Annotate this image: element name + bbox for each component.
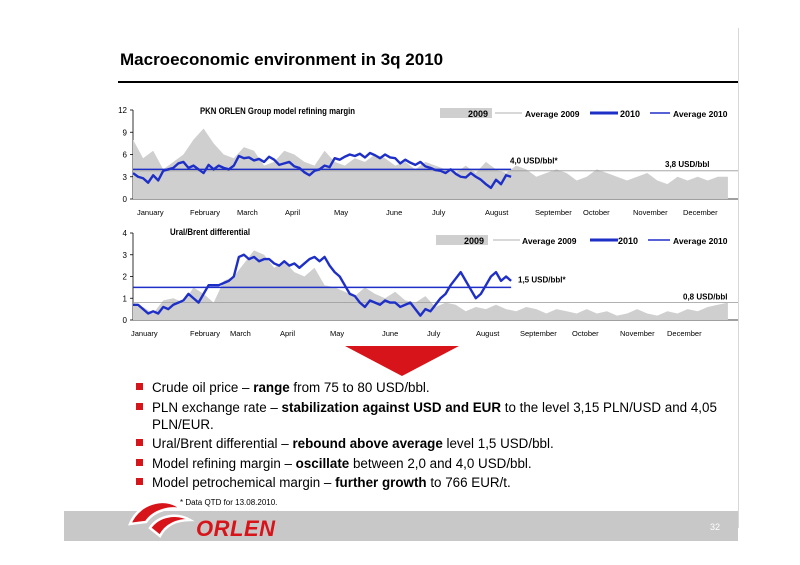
legend-label: Average 2009 <box>525 109 580 119</box>
y-tick-label: 12 <box>118 106 127 115</box>
area-2009 <box>133 129 728 199</box>
legend-label: Average 2010 <box>673 109 728 119</box>
y-tick-label: 3 <box>122 172 127 182</box>
chart-title: Ural/Brent differential <box>170 227 250 237</box>
bullet-text: Model refining margin – <box>152 455 296 471</box>
bullet-square-icon <box>136 478 143 485</box>
x-tick-label: November <box>633 208 668 217</box>
bullet-square-icon <box>136 459 143 466</box>
x-tick-label: April <box>280 329 296 338</box>
bullet-item <box>138 435 738 452</box>
x-tick-label: March <box>237 208 258 217</box>
bullet-text: between 2,0 and 4,0 USD/bbl. <box>349 455 532 471</box>
x-tick-label: May <box>330 329 345 338</box>
legend-label: Average 2009 <box>522 236 577 246</box>
bullet-item <box>138 379 738 396</box>
legend-label: 2009 <box>464 236 485 246</box>
x-tick-label: March <box>230 329 251 338</box>
page-title: Macroeconomic environment in 3q 2010 <box>120 50 444 69</box>
page-number: 32 <box>710 522 721 532</box>
title-underline <box>118 81 738 83</box>
y-tick-label: 0 <box>122 195 127 204</box>
bullet-item <box>138 455 738 472</box>
footnote: * Data QTD for 13.08.2010. <box>180 498 278 507</box>
bullet-square-icon <box>136 439 143 446</box>
y-tick-label: 9 <box>122 128 127 138</box>
annotation-average-2009: 0,8 USD/bbl <box>683 292 728 302</box>
legend-label: 2010 <box>620 109 641 119</box>
x-tick-label: June <box>382 329 399 338</box>
x-tick-label: January <box>131 329 158 338</box>
bullet-emphasis: stabilization against USD and EUR <box>281 399 502 415</box>
chart-title: PKN ORLEN Group model refining margin <box>200 106 355 116</box>
bullet-emphasis: rebound above average <box>292 436 443 451</box>
y-tick-label: 6 <box>122 150 127 160</box>
x-tick-label: May <box>334 208 349 217</box>
annotation-average-2010: 1,5 USD/bbl* <box>518 275 566 285</box>
x-tick-label: June <box>386 208 403 217</box>
bullet-text: Ural/Brent differential – <box>152 436 293 451</box>
bullet-item <box>138 474 738 491</box>
bullet-text: PLN exchange rate – <box>152 399 282 415</box>
x-tick-label: February <box>190 329 221 338</box>
bullet-square-icon <box>136 403 143 410</box>
y-tick-label: 4 <box>122 229 127 238</box>
x-tick-label: January <box>137 208 164 217</box>
x-tick-label: August <box>476 329 500 338</box>
bullet-text: level 1,5 USD/bbl. <box>442 436 554 451</box>
bullet-emphasis: oscillate <box>295 455 350 471</box>
y-tick-label: 0 <box>122 316 127 325</box>
y-tick-label: 1 <box>122 294 127 304</box>
orlen-logo-text: ORLEN <box>196 516 276 541</box>
x-tick-label: February <box>190 208 221 217</box>
bullet-list <box>138 379 738 494</box>
x-tick-label: November <box>620 329 655 338</box>
legend-label: 2009 <box>468 109 489 119</box>
x-tick-label: April <box>285 208 301 217</box>
x-tick-label: October <box>583 208 610 217</box>
y-tick-label: 2 <box>122 272 127 282</box>
y-tick-label: 3 <box>122 250 127 260</box>
bullet-text: Crude oil price – <box>152 380 254 395</box>
bullet-emphasis: range <box>253 380 290 395</box>
legend-label: 2010 <box>618 236 639 246</box>
x-tick-label: October <box>572 329 599 338</box>
bullet-square-icon <box>136 383 143 390</box>
refining-margin-chart <box>0 102 800 218</box>
x-tick-label: September <box>520 329 557 338</box>
down-arrow-icon <box>345 346 459 376</box>
annotation-average-2009: 3,8 USD/bbl <box>665 159 710 169</box>
bullet-text: to 766 EUR/t. <box>426 475 511 490</box>
orlen-eagle-logo-icon <box>120 492 200 542</box>
bullet-text: to the level 3,15 PLN/USD and 4,05 PLN/EUR. <box>152 399 717 432</box>
legend-label: Average 2010 <box>673 236 728 246</box>
x-tick-label: December <box>683 208 718 217</box>
x-tick-label: August <box>485 208 509 217</box>
x-tick-label: July <box>427 329 441 338</box>
bullet-text: from 75 to 80 USD/bbl. <box>289 380 430 395</box>
bullet-text: Model petrochemical margin – <box>152 475 336 490</box>
x-tick-label: September <box>535 208 572 217</box>
annotation-average-2010: 4,0 USD/bbl* <box>510 156 558 166</box>
x-tick-label: July <box>432 208 446 217</box>
ural-brent-chart <box>0 224 800 344</box>
bullet-emphasis: further growth <box>335 475 427 490</box>
x-tick-label: December <box>667 329 702 338</box>
bullet-item <box>138 399 738 433</box>
